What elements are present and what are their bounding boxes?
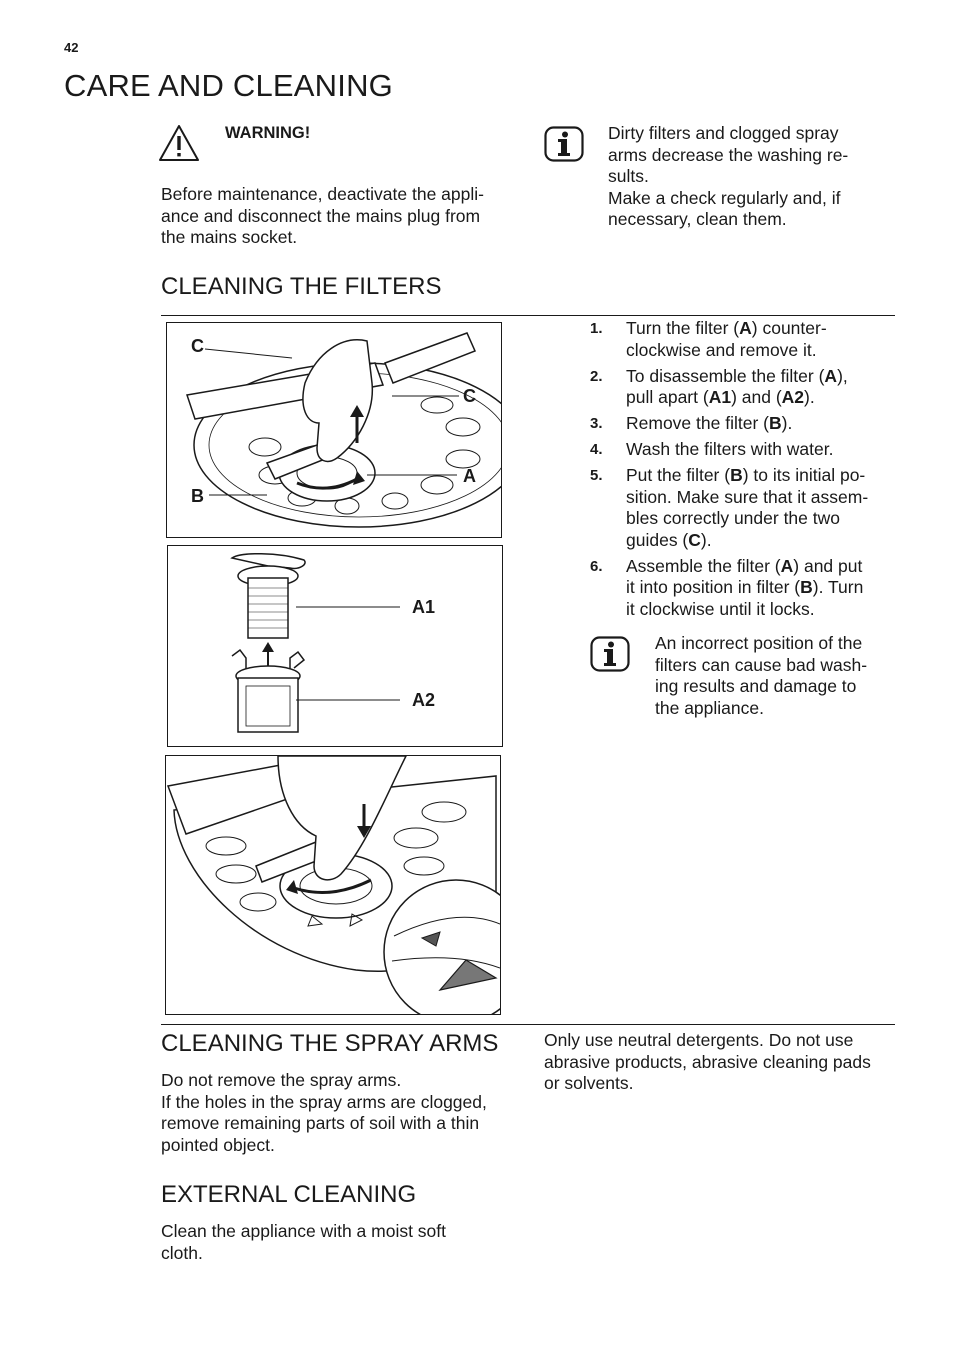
warning-line: the mains socket.	[161, 227, 298, 247]
detergent-line: or solvents.	[544, 1073, 634, 1093]
spray-arms-text	[161, 1070, 526, 1156]
warning-label: WARNING!	[225, 124, 311, 142]
label-a1: A1	[412, 597, 436, 617]
filter-note-text	[655, 633, 895, 719]
list-item	[590, 439, 890, 461]
list-item	[590, 366, 890, 409]
filters-heading: CLEANING THE FILTERS	[161, 273, 442, 300]
filter-steps-list	[590, 318, 890, 625]
step-line: sition. Make sure that it assem-	[626, 486, 869, 507]
page-number: 42	[64, 40, 79, 55]
step-line: Put the filter (B) to its initial po-	[626, 465, 866, 485]
list-item	[590, 556, 890, 621]
section-divider	[161, 1024, 895, 1025]
page-title: CARE AND CLEANING	[64, 68, 393, 103]
external-line: Clean the appliance with a moist soft	[161, 1221, 447, 1241]
list-item	[590, 413, 890, 435]
step-line: Wash the filters with water.	[626, 439, 834, 459]
info-icon	[544, 126, 584, 162]
spray-arms-line: If the holes in the spray arms are clogged,	[161, 1091, 487, 1112]
step-line: Remove the filter (B).	[626, 413, 793, 433]
list-item	[590, 318, 890, 361]
info-note-line: sults.	[608, 166, 649, 186]
label-c-right: C	[463, 386, 476, 406]
step-number: 5.	[590, 467, 603, 484]
info-note-line: Dirty filters and clogged spray	[608, 123, 839, 143]
external-cleaning-heading: EXTERNAL CLEANING	[161, 1181, 417, 1208]
label-b: B	[191, 486, 204, 506]
info-note-line: necessary, clean them.	[608, 209, 787, 229]
step-line: Turn the filter (A) counter-	[626, 318, 827, 338]
step-line: pull apart (A1) and (A2).	[626, 387, 815, 407]
filter-removal-figure	[166, 322, 502, 538]
filter-installation-figure	[165, 755, 501, 1015]
section-divider	[161, 315, 895, 316]
step-line: guides (C).	[626, 529, 712, 550]
step-number: 3.	[590, 415, 603, 432]
step-line: Assemble the filter (A) and put	[626, 555, 863, 576]
list-item	[590, 465, 890, 551]
step-line: it into position in filter (B). Turn	[626, 577, 864, 597]
step-number: 6.	[590, 557, 603, 575]
step-number: 4.	[590, 441, 603, 458]
warning-line: ance and disconnect the mains plug from	[161, 205, 481, 226]
label-c-top: C	[191, 336, 204, 356]
external-line: cloth.	[161, 1242, 203, 1263]
detergent-line: Only use neutral detergents. Do not use	[544, 1030, 854, 1050]
info-note-line: Make a check regularly and, if	[608, 187, 841, 208]
filter-disassembly-figure	[167, 545, 503, 747]
filter-note-line: An incorrect position of the	[655, 633, 863, 653]
info-icon	[590, 636, 630, 672]
label-a: A	[463, 466, 476, 486]
filter-note-line: the appliance.	[655, 697, 764, 718]
info-note-text	[608, 123, 898, 231]
spray-arms-line: pointed object.	[161, 1134, 275, 1155]
spray-arms-heading: CLEANING THE SPRAY ARMS	[161, 1030, 499, 1057]
external-cleaning-text	[161, 1221, 521, 1264]
info-note-line: arms decrease the washing re-	[608, 144, 849, 165]
detergent-line: abrasive products, abrasive cleaning pads	[544, 1051, 871, 1072]
step-line: bles correctly under the two	[626, 508, 840, 528]
warning-icon	[158, 124, 200, 162]
warning-line: Before maintenance, deactivate the appli-	[161, 184, 484, 204]
step-number: 1.	[590, 320, 603, 337]
label-a2: A2	[412, 690, 436, 710]
spray-arms-line: remove remaining parts of soil with a thin	[161, 1113, 480, 1133]
filter-note-line: ing results and damage to	[655, 676, 857, 696]
detergent-note-text	[544, 1030, 904, 1095]
filter-note-line: filters can cause bad wash-	[655, 654, 868, 675]
step-line: clockwise and remove it.	[626, 339, 817, 360]
warning-text	[161, 184, 521, 249]
spray-arms-line: Do not remove the spray arms.	[161, 1070, 402, 1090]
step-line: To disassemble the filter (A),	[626, 365, 848, 386]
step-line: it clockwise until it locks.	[626, 598, 815, 619]
step-number: 2.	[590, 367, 603, 385]
